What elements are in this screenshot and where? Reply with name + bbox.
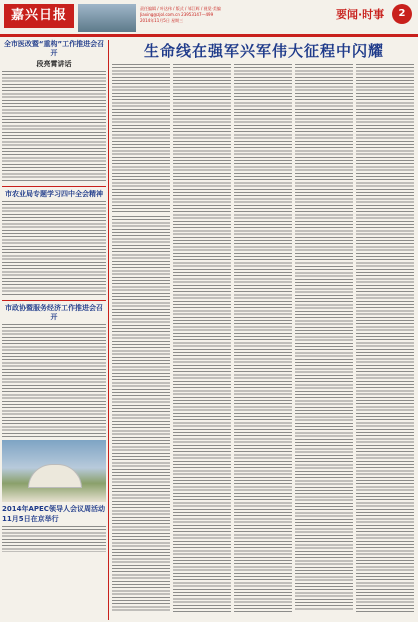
masthead-skyline-image — [78, 4, 136, 32]
photo-building — [28, 464, 82, 488]
article-column — [234, 62, 292, 614]
article-column — [173, 62, 231, 614]
article-title: 市农业局专题学习四中全会精神 — [5, 190, 103, 198]
article-column — [356, 62, 414, 614]
article-body-text — [173, 64, 231, 612]
masthead-contact: Jiaxing@zjol.com.cn 23953147—499 — [140, 12, 214, 17]
main-headline: 生命线在强军兴军伟大征程中闪耀 — [143, 42, 384, 60]
newspaper-logo: 嘉兴日报 — [4, 4, 74, 28]
article-body-text — [2, 324, 106, 438]
apec-venue-photo — [2, 440, 106, 502]
article-title: 市政协暨服务经济工作推进会召开 — [5, 304, 103, 321]
article-subtitle: 段亮霄讲话 — [36, 60, 72, 68]
article-body-text — [112, 64, 170, 214]
masthead-date: 2014年11月5日 星期三 — [140, 18, 184, 23]
main-article-body — [112, 62, 416, 620]
left-news-column — [2, 40, 106, 620]
article-body-text — [295, 64, 353, 264]
article-body-text — [2, 201, 106, 297]
section-label: 要闻·时事 — [336, 8, 385, 21]
article-divider — [2, 300, 106, 301]
masthead-divider — [0, 34, 418, 37]
article-column — [295, 62, 353, 613]
article-body-text — [112, 216, 170, 611]
article-column — [112, 62, 170, 613]
article-body-text — [234, 64, 292, 612]
masthead-editors: 责任编辑 / 叶达伟 / 版式 / 邹江辉 / 视觉·美编 — [140, 6, 221, 11]
article-body-text — [295, 266, 353, 611]
article-body-text — [2, 71, 106, 183]
column-divider — [108, 40, 109, 620]
photo-caption-title: 2014年APEC领导人会议周活动11月5日在京举行 — [2, 505, 105, 523]
article-divider — [2, 186, 106, 187]
article-title: 全市医改暨“重构”工作推进会召开 — [3, 40, 105, 57]
masthead — [0, 0, 418, 38]
photo-caption-text — [2, 526, 106, 552]
article-body-text — [356, 64, 414, 612]
page-number-badge: 2 — [392, 4, 412, 24]
